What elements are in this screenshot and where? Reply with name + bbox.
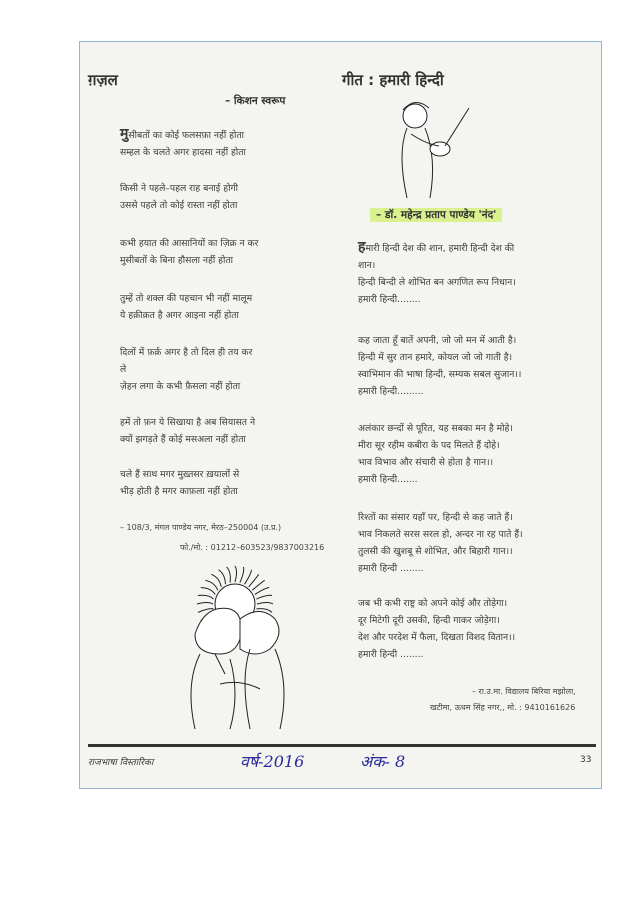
handwritten-issue: अंक- 8 [360, 752, 406, 771]
poem-line: हमारी हिन्दी....... [358, 474, 418, 485]
couple-illustration [155, 564, 305, 734]
poet-illustration [385, 94, 475, 204]
poem-line: रिश्तों का संसार यहाँ पर, हिन्दी से कह जाते हैं। [358, 512, 513, 523]
geet-stanza-1 [358, 239, 516, 308]
sun-ray [255, 588, 269, 595]
poem-line: सम्हल के चलते अगर हादसा नहीं होता [120, 147, 246, 158]
poem-line: कह जाता हूँ बातें अपनी, जो जो मन में आती है। [358, 335, 517, 346]
sun-ray [197, 603, 213, 605]
sun-ray [249, 574, 259, 587]
geet-stanza-5 [358, 595, 515, 663]
poem-line: दूर मिटेगी दूरी उसकी, हिन्दी गाकर जोड़ेगा। [358, 615, 500, 626]
ghazal-author: – किशन स्वरूप [225, 95, 286, 107]
poem-line: मुसीबतों के बिना हौसला नहीं होता [120, 255, 234, 266]
poem-line: हिन्दी में सुर तान हमारे, कोयल जो जो गाती है। [358, 352, 513, 363]
poem-line: हमारी हिन्दी ........ [358, 649, 424, 660]
poem-line: हिन्दी बिन्दी ले शोभित बन अगणित रूप निधान। [358, 277, 516, 288]
poem-line: मुसीबतों का कोई फलसफ़ा नहीं होता [120, 126, 245, 142]
poem-line: हमारी हिन्दी......... [358, 386, 424, 397]
page-number: 33 [580, 755, 592, 765]
poem-line: भाव विभाव और संचारी से होता है गान।। [358, 457, 494, 468]
handwritten-year: वर्ष-2016 [240, 752, 305, 771]
poem-line: भीड़ होती है मगर काफ़ला नहीं होता [120, 486, 238, 497]
poem-line: चले हैं साथ मगर मुख़्तसर ख़यालों से [120, 469, 240, 480]
poem-line: ज़ेहन लगा के कभी फ़ैसला नहीं होता [120, 381, 241, 392]
geet-stanza-4 [358, 509, 523, 577]
poem-line: हमें तो फ़न ये सिखाया है अब सियासत ने [120, 417, 256, 428]
magazine-name: राजभाषा विस्तारिका [88, 758, 154, 768]
geet-dropcap: ह [358, 239, 366, 255]
poem-line: हमारी हिन्दी देश की शान, हमारी हिन्दी देश की [358, 239, 515, 255]
poem-line: जब भी कभी राष्ट्र को अपने कोई और तोड़ेगा। [358, 598, 508, 609]
sun-ray [198, 595, 214, 599]
footer-rule [88, 744, 596, 747]
poem-line: तुलसी की खुशबू से शोभित, और बिहारी गान।। [358, 546, 513, 557]
ghazal-address: – 108/3, मंगल पाण्डेय नगर, मेरठ–250004 (उ.प्र.) [120, 523, 282, 532]
sun-ray [240, 567, 244, 583]
ghazal-stanza-5 [120, 344, 252, 395]
ghazal-stanza-4 [120, 290, 252, 324]
poem-line: हमारी हिन्दी ........ [358, 563, 424, 574]
geet-title: गीत : हमारी हिन्दी [342, 71, 444, 89]
geet-address-line1: – रा.उ.मा. विद्यालय बिरिया मझोला, [472, 687, 576, 696]
sun-ray [211, 574, 221, 587]
poem-line: किसी ने पहले–पहल राह बनाई होगी [120, 183, 239, 194]
poem-line: क्यों झगड़ते हैं कोई मसअला नहीं होता [120, 434, 246, 445]
ghazal-stanza-6 [120, 414, 255, 448]
magazine-page [79, 41, 602, 789]
poem-line: ले [120, 364, 127, 375]
poem-line: दिलों में फ़र्क़ अगर है तो दिल ही तय कर [120, 347, 253, 358]
poem-line: मीरा सूर रहीम कबीरा के पद मिलते हैं दोहे। [358, 440, 500, 451]
sun-ray [252, 580, 265, 590]
geet-stanza-3 [358, 420, 513, 488]
geet-address-line2: खटीमा, ऊधम सिंह नगर,, मो. : 9410161626 [430, 703, 576, 712]
poem-line: भाव निकलते सरस सरल हो, अन्दर ना रह पाते हैं। [358, 529, 523, 540]
ghazal-stanza-3 [120, 235, 258, 269]
ghazal-dropcap: मु [120, 126, 129, 142]
poem-line: कभी हयात की आसानियों का ज़िक्र न कर [120, 238, 259, 249]
sun-ray [227, 567, 231, 583]
sun-ray [245, 570, 252, 584]
geet-stanza-2 [358, 332, 521, 400]
ghazal-stanza-7 [120, 466, 239, 500]
ghazal-stanza-1 [120, 126, 246, 161]
poem-line: देश और परदेश में फैला, दिखता विशद वितान।। [358, 632, 516, 643]
sun-ray [201, 588, 215, 595]
poem-line: उससे पहले तो कोई रास्ता नहीं होता [120, 200, 238, 211]
ghazal-title: ग़ज़ल [88, 71, 118, 89]
poem-line: हमारी हिन्दी........ [358, 294, 421, 305]
geet-author: – डॉ. महेन्द्र प्रताप पाण्डेय 'नंद' [370, 208, 502, 222]
poem-line: शान। [358, 260, 376, 271]
poem-line: अलंकार छन्दों से पूरित, यह सबका मन है मोहे। [358, 423, 513, 434]
poem-line: ये हक़ीक़त है अगर आइना नहीं होता [120, 310, 239, 321]
poem-line: तुम्हें तो शक्ल की पहचान भी नहीं मालूम [120, 293, 253, 304]
sun-ray [235, 566, 237, 582]
sun-ray [256, 595, 272, 599]
ghazal-phone: फो./मो. : 01212–603523/9837003216 [180, 543, 325, 552]
ghazal-stanza-2 [120, 180, 238, 214]
poem-line: स्वाभिमान की भाषा हिन्दी, सम्यक सबल सुजान।। [358, 369, 522, 380]
sun-ray [257, 603, 273, 605]
